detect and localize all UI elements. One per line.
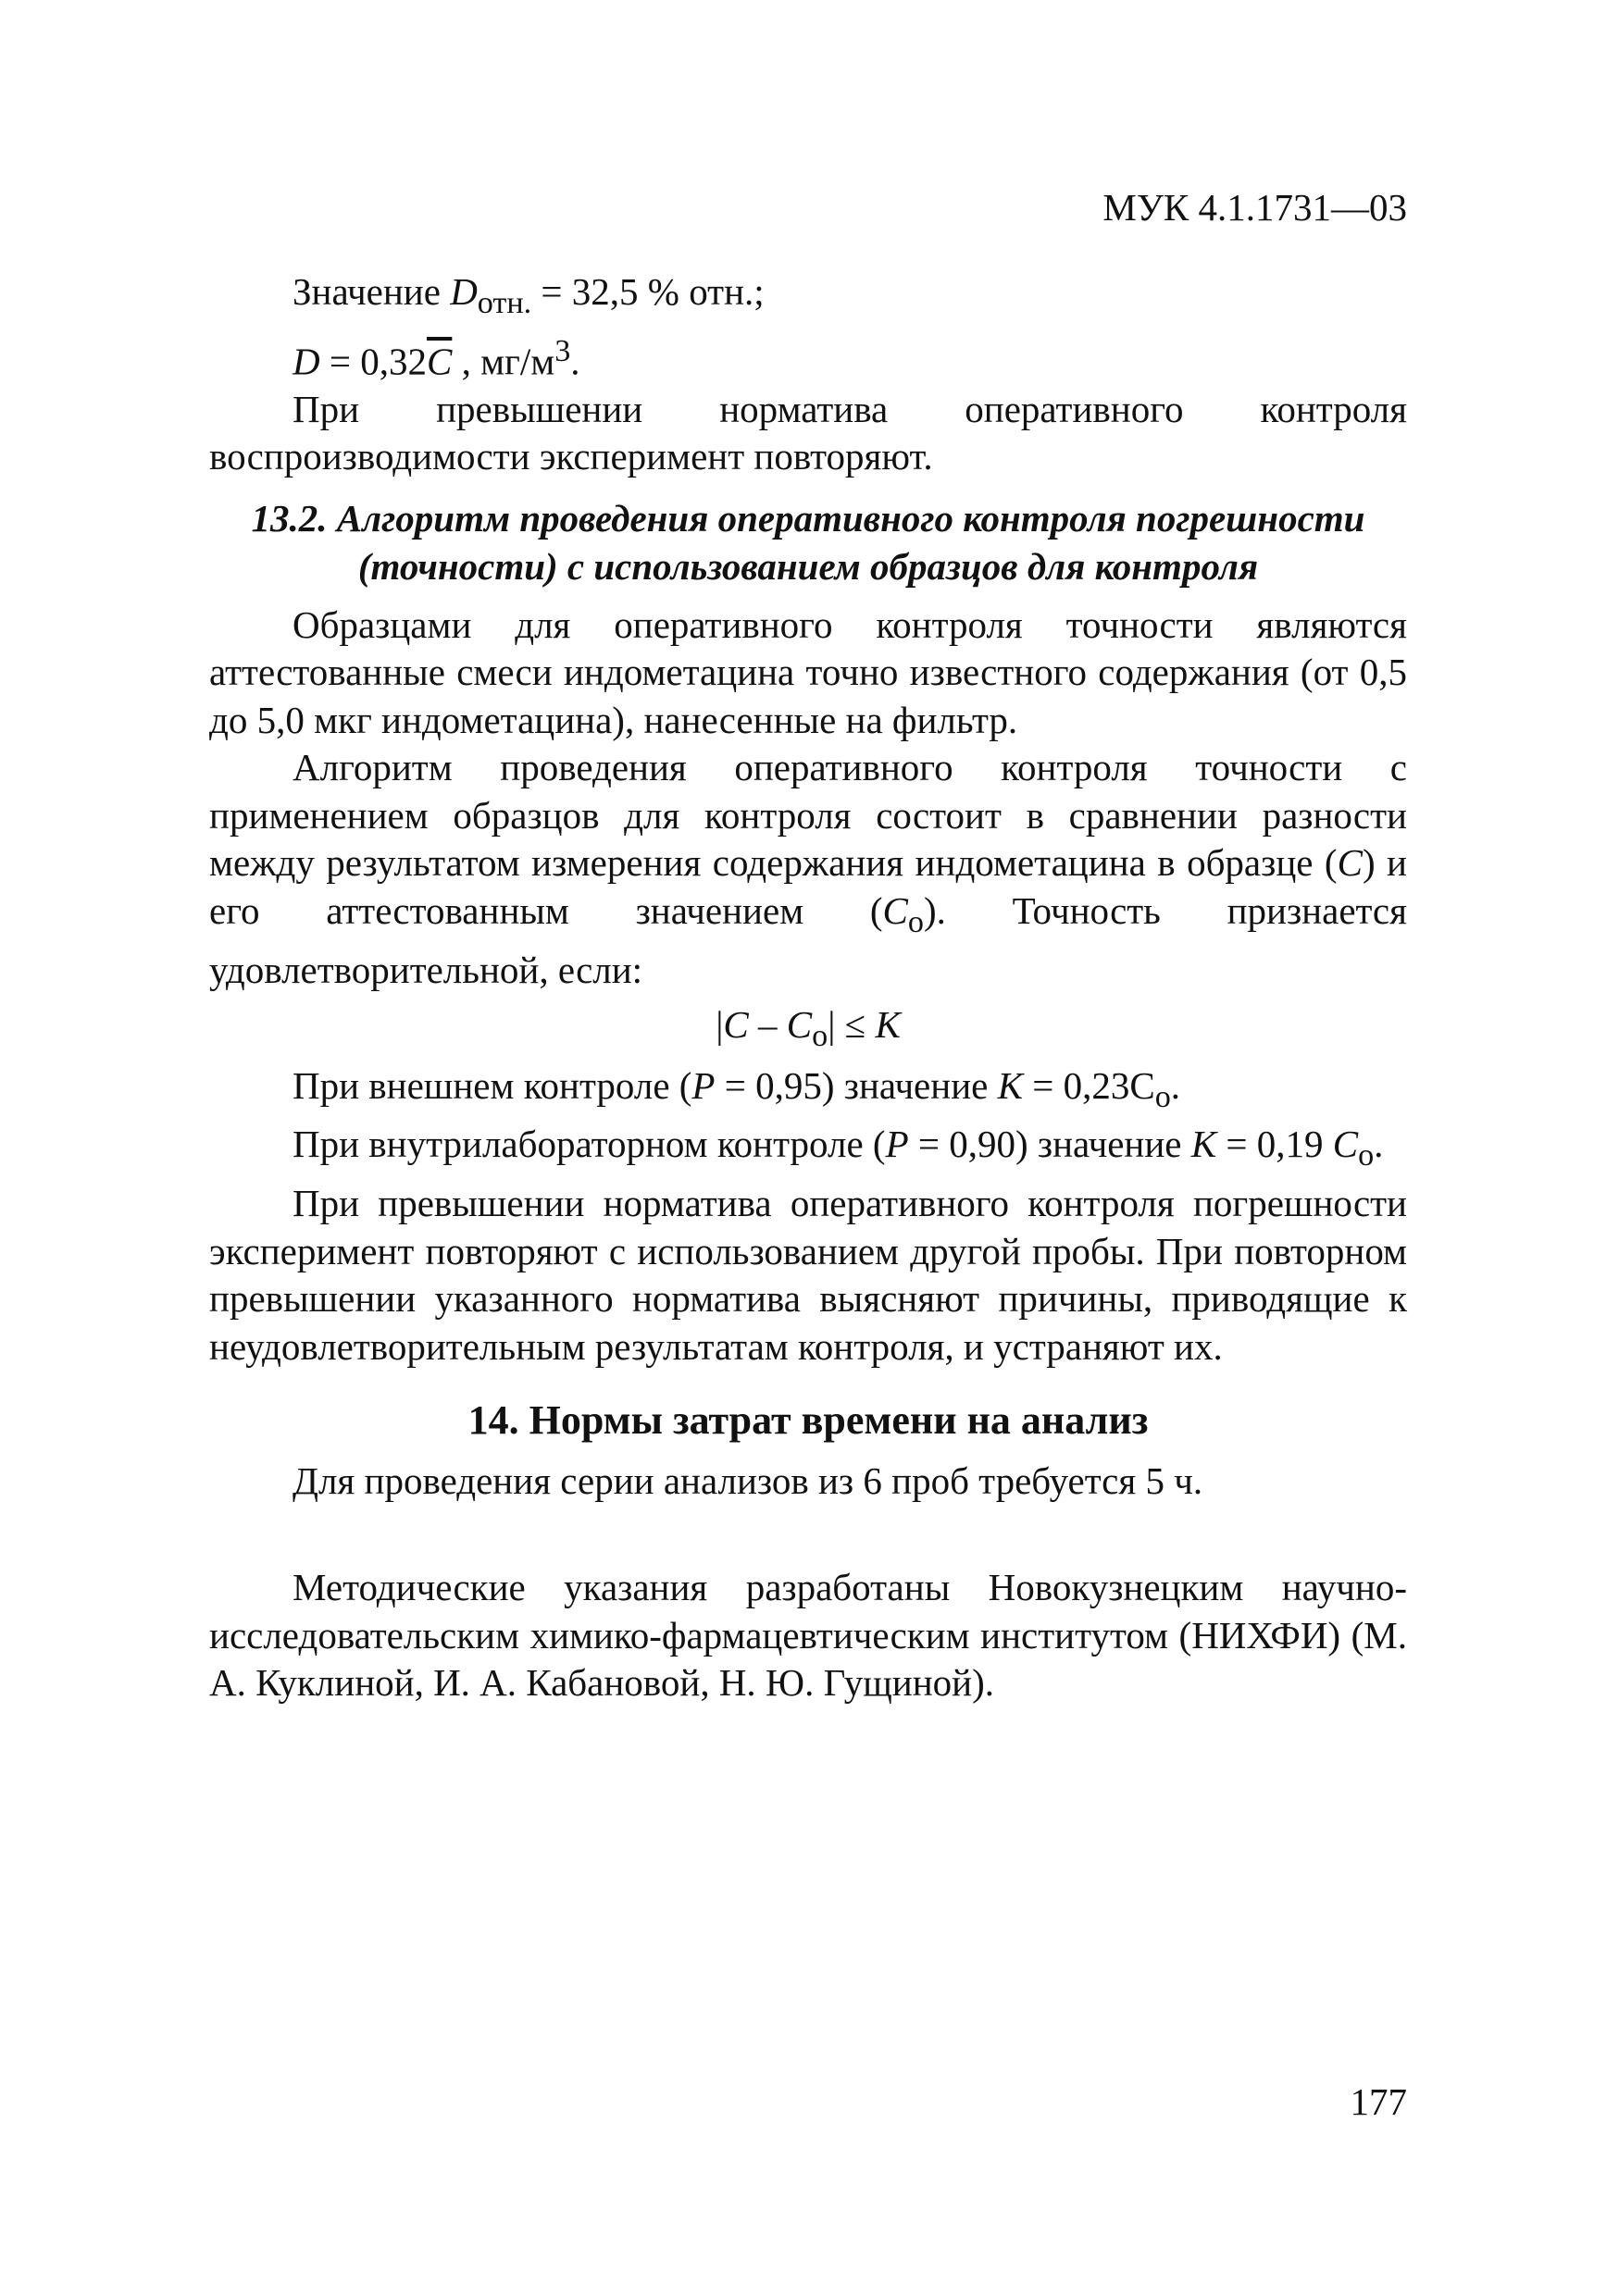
reproducibility-exceed-paragraph: При превышении норматива оперативного контроля воспроизводимости эксперимент повторяют.: [209, 387, 1407, 478]
time-norm-paragraph: Для проведения серии анализов из 6 проб требуется 5 ч.: [293, 1458, 1203, 1502]
internal-control-line: При внутрилабораторном контроле (P = 0,90) значение K = 0,19 $C_o$.: [293, 1123, 1384, 1173]
algorithm-paragraph: Алгоритм проведения оперативного контроля точности с применением образцов для контроля состоит в сравнении разности между результатом измерения содержания индометацина в образце (C) и его аттестованным значением $(C_o)$. Точность признается удовлетворительной, если:: [209, 746, 1407, 991]
subsection-title: 13.2. Алгоритм проведения оперативного контроля погрешности (точности) с использованием образцов для контроля: [251, 496, 1365, 588]
page-body: [209, 268, 1407, 1707]
d-formula-line: $D = 0,32\overline{C}$ , $мг/м^3$.: [293, 333, 580, 383]
page-number: 177: [1350, 2080, 1407, 2123]
section-14-title: 14. Нормы затрат времени на анализ: [467, 1397, 1149, 1444]
d-relative-line: Значение $D_{отн.} = 32,5$ % отн.;: [293, 270, 765, 321]
accuracy-inequality: $|C - C_o| \le K$: [716, 1003, 901, 1054]
error-exceed-paragraph: При превышении норматива оперативного контроля погрешности эксперимент повторяют с использованием другой пробы. При повторном превышении указанного норматива выясняют причины, приводящие к неудовлетворительным результатам контроля, и устраняют их.: [209, 1182, 1407, 1368]
external-control-line: При внешнем контроле (P = 0,95) значение $K = 0,23C_o$.: [293, 1063, 1181, 1114]
samples-paragraph: Образцами для оперативного контроля точности являются аттестованные смеси индометацина точно известного содержания (от 0,5 до 5,0 мкг индометацина), нанесенные на фильтр.: [209, 602, 1407, 741]
document-code: МУК 4.1.1731—03: [1102, 186, 1407, 229]
authors-paragraph: Методические указания разработаны Новокузнецким научно-исследовательским химико-фармацевтическим институтом (НИХФИ) (М. А. Куклиной, И. А. Кабановой, Н. Ю. Гущиной).: [209, 1566, 1407, 1705]
spacer: [209, 1505, 1407, 1564]
